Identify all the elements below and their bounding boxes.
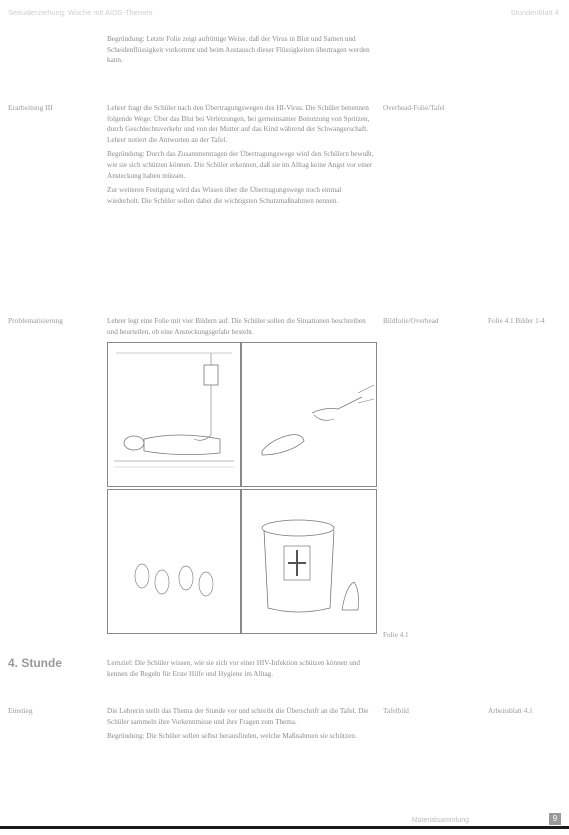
panel-footprints [107, 489, 241, 634]
handshake-drawing [242, 343, 376, 486]
erarbeitung-para-3: Zur weiteren Festigung wird das Wissen über die Übertragungswege noch einmal wiederholt. Die Schüler sollen dabei die wichtigsten Schutzmaßnahmen nennen. [107, 186, 342, 205]
lesson-4-intro [107, 658, 375, 683]
intro-text: Begründung: Letzte Folie zeigt aufrüttige Weise, daß der Virus in Blut und Samen und Scheidenflüssigkeit vorkommt und beim Austausch dieser Flüssigkeiten übertragen werden kann. [107, 35, 370, 65]
problematisierung-ref: Folie 4.1 Bilder 1-4 [488, 317, 545, 325]
einstieg-ref: Arbeitsblatt 4.1 [488, 707, 533, 715]
panel-handshake [241, 342, 377, 487]
infusion-drawing [108, 343, 240, 486]
einstieg-label: Einstieg [8, 706, 33, 715]
lesson-4-title: 4. Stunde [8, 656, 63, 670]
footer-rule [0, 826, 569, 829]
einstieg-para-2: Begründung: Die Schüler sollen selbst herausfinden, welche Maßnahmen sie schützen. [107, 732, 357, 741]
footprints-drawing [108, 490, 240, 633]
erarbeitung-para-1: Lehrer fragt die Schüler nach den Übertragungswegen des HI-Virus. Die Schüler benennen folgende Wege: Über das Blut bei Verletzungen, bei gemeinsamer Benutzung von Spritzen, durch Geschlechtsverkehr und von der Mutter auf das Kind während der Schwangerschaft. Lehrer notiert die Antworten an der Tafel. [107, 104, 370, 144]
illustration-grid [107, 342, 375, 632]
erarbeitung-para-2: Begründung: Durch das Zusammentragen der Übertragungswege wird den Schülern bewußt, wie sie sich schützen können. Die Schüler erkennen, daß sie im Alltag keine Angst vor einer Ansteckung haben müssen. [107, 150, 374, 180]
first-aid-drawing [242, 490, 376, 633]
problematisierung-label: Problematisierung [8, 316, 63, 325]
problematisierung-content [107, 316, 375, 341]
panel-first-aid [241, 489, 377, 634]
lesson-4-intro-text: Lernziel: Die Schüler wissen, wie sie sich vor einer HIV-Infektion schützen können und kennen die Regeln für Erste Hilfe und Hygiene im Alltag. [107, 659, 361, 678]
page-number: 9 [549, 813, 561, 825]
problematisierung-media: Bildfolie/Overhead [383, 317, 439, 325]
running-header-left: Sexualerziehung: Woche mit AIDS-Themen [8, 8, 153, 17]
einstieg-media: Tafelbild [383, 707, 409, 715]
problematisierung-text: Lehrer legt eine Folie mit vier Bildern auf. Die Schüler sollen die Situationen beschreiben und beurteilen, ob eine Ansteckungsgefahr besteht. [107, 317, 366, 336]
intro-paragraph [107, 34, 375, 70]
footer-label: Materialsammlung [411, 817, 469, 824]
erarbeitung-label: Erarbeitung III [8, 103, 53, 112]
erarbeitung-media: Overhead-Folie/Tafel [383, 104, 445, 112]
running-header-right: Stundenblatt 4 [510, 8, 559, 17]
einstieg-content [107, 706, 375, 746]
einstieg-para-1: Die Lehrerin stellt das Thema der Stunde vor und schreibt die Überschrift an die Tafel. Die Schüler sammeln ihre Vorkenntnisse und ihre Fragen zum Thema. [107, 707, 369, 726]
erarbeitung-content [107, 103, 375, 210]
illustration-caption: Folie 4.1 [383, 631, 409, 639]
panel-infusion [107, 342, 241, 487]
